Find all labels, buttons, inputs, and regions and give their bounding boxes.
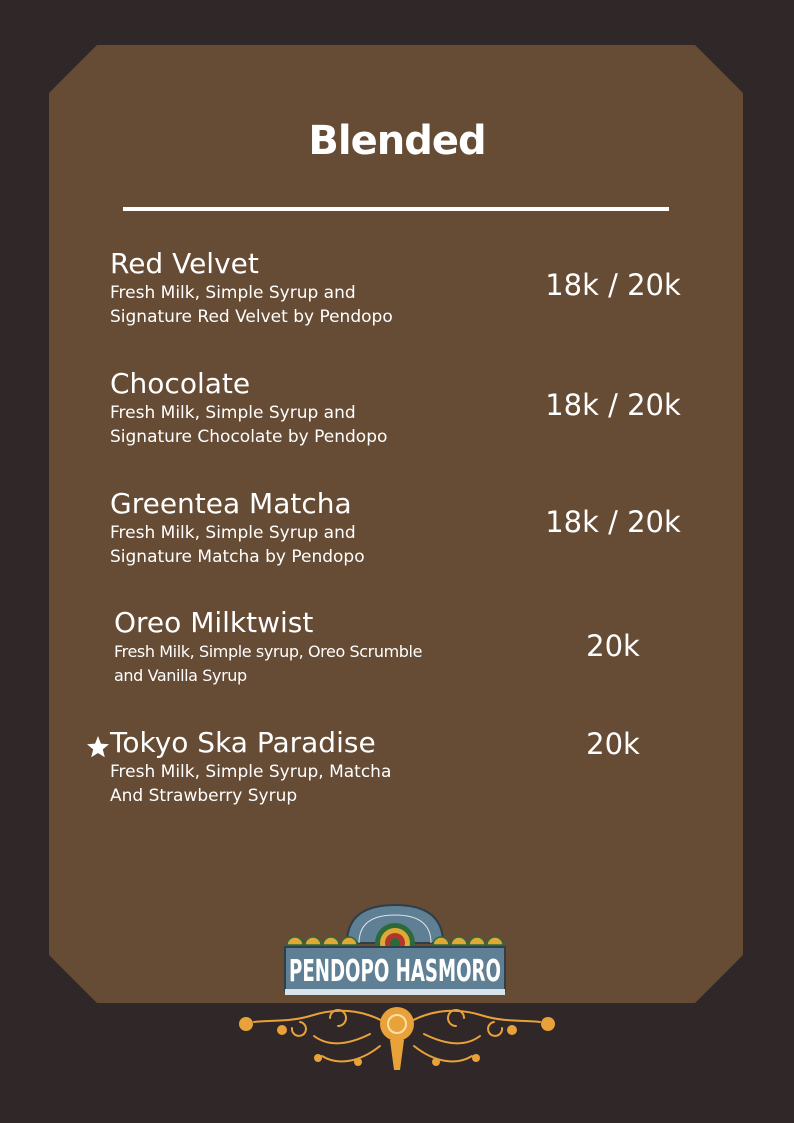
item-desc-line-1: Fresh Milk, Simple Syrup and <box>110 283 356 303</box>
item-desc-line-1: Fresh Milk, Simple syrup, Oreo Scrumble <box>114 642 423 661</box>
item-price: 18k / 20k <box>545 388 681 422</box>
item-desc-line-2: Signature Matcha by Pendopo <box>110 547 365 567</box>
item-name: Tokyo Ska Paradise <box>110 726 376 759</box>
item-desc-line-2: Signature Chocolate by Pendopo <box>110 427 388 447</box>
item-desc-line-2: and Vanilla Syrup <box>114 666 247 685</box>
item-price: 18k / 20k <box>545 268 681 302</box>
star-icon <box>86 735 110 759</box>
item-name: Oreo Milktwist <box>114 606 314 639</box>
item-name: Chocolate <box>110 367 251 400</box>
item-price: 18k / 20k <box>545 505 681 539</box>
menu-item-oreo-milktwist <box>114 607 494 687</box>
title-divider <box>123 207 669 211</box>
item-desc-line-1: Fresh Milk, Simple Syrup, Matcha <box>110 762 392 782</box>
item-price: 20k <box>586 727 640 761</box>
logo-text: PENDOPO HASMORO <box>289 954 501 989</box>
menu-item-red-velvet <box>110 248 490 328</box>
pendopo-hasmoro-logo <box>283 903 507 999</box>
item-name: Red Velvet <box>110 247 259 280</box>
item-desc-line-2: And Strawberry Syrup <box>110 786 298 806</box>
item-desc-line-2: Signature Red Velvet by Pendopo <box>110 307 393 327</box>
item-name: Greentea Matcha <box>110 487 352 520</box>
menu-item-chocolate <box>110 368 490 448</box>
menu-item-greentea-matcha <box>110 488 490 568</box>
item-price: 20k <box>586 629 640 663</box>
item-desc-line-1: Fresh Milk, Simple Syrup and <box>110 403 356 423</box>
floral-ornament <box>230 1000 564 1080</box>
menu-item-tokyo-ska-paradise <box>110 727 490 807</box>
page-title: Blended <box>308 118 486 164</box>
item-desc-line-1: Fresh Milk, Simple Syrup and <box>110 523 356 543</box>
